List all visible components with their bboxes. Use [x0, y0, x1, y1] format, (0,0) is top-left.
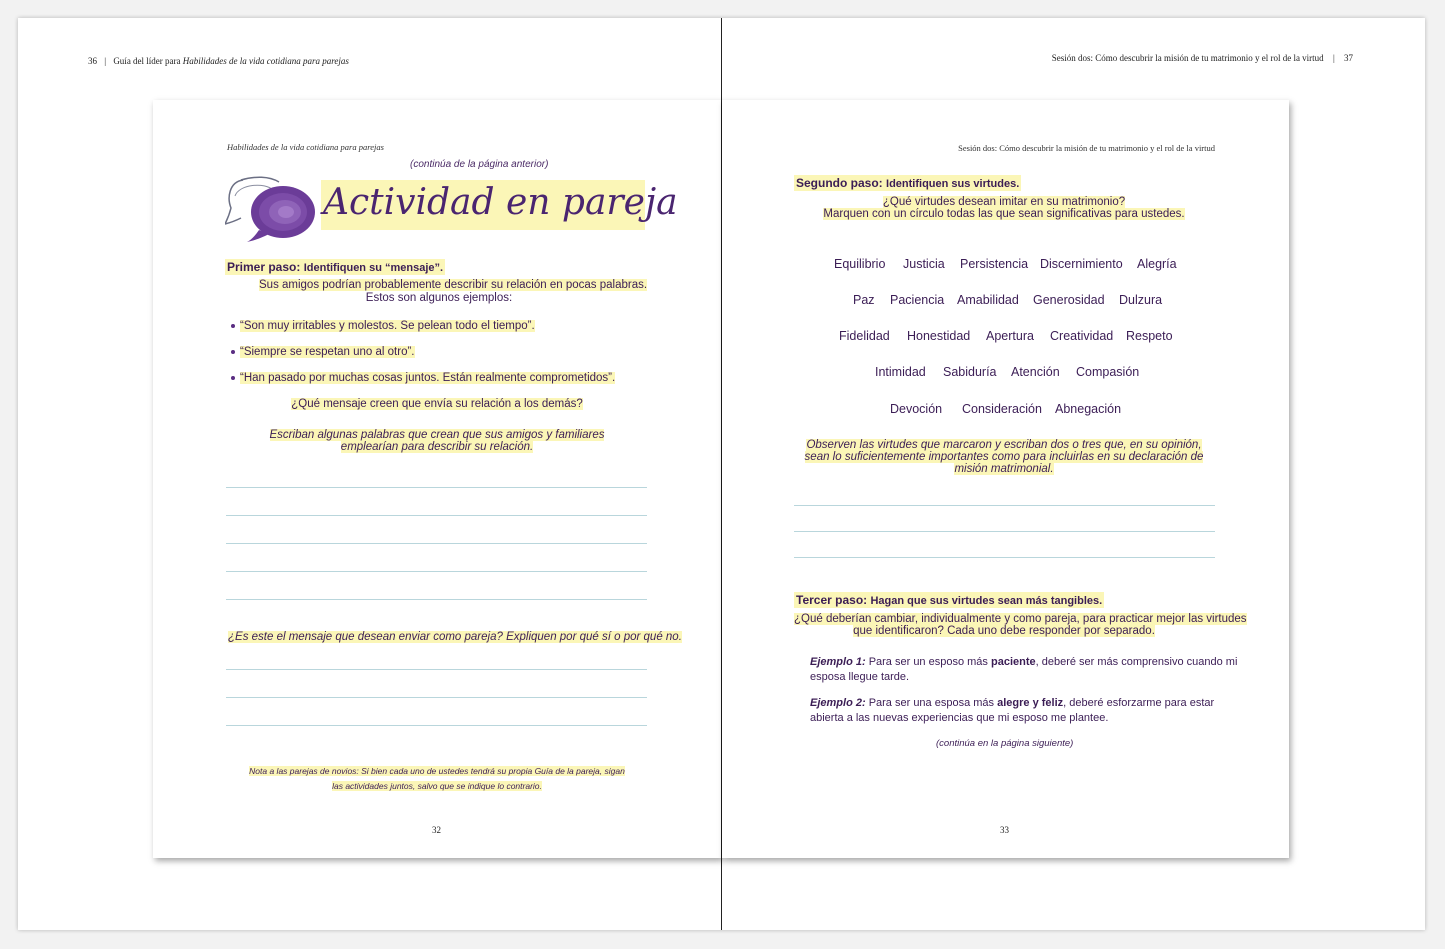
example-1-text-c: esposa llegue tarde. — [810, 671, 910, 683]
writing-line[interactable] — [226, 487, 647, 488]
bullet-dot — [231, 350, 235, 354]
observe-line-2: sean lo suficientemente importantes como para incluirlas en su declaración de — [804, 451, 1204, 463]
virtue-option[interactable]: Sabiduría — [943, 365, 997, 379]
example-2-keyword: alegre y feliz — [997, 697, 1064, 709]
virtue-option[interactable]: Persistencia — [960, 257, 1029, 271]
note-line-1: Nota a las parejas de novios: Si bien cada uno de ustedes tendrá su propia Guía de la pareja, sigan — [249, 766, 625, 776]
left-page-number: 32 — [432, 825, 441, 835]
writing-line[interactable] — [226, 515, 647, 516]
speech-bubbles-icon — [225, 174, 321, 242]
right-page-card — [722, 100, 1289, 858]
virtue-option[interactable]: Apertura — [986, 329, 1034, 343]
prompt-line-2: emplearían para describir su relación. — [340, 441, 534, 453]
right-header-page-number: 37 — [1344, 53, 1353, 63]
note-line-2: las actividades juntos, salvo que se indique lo contrario. — [332, 781, 542, 791]
left-header-title-italic: Habilidades de la vida cotidiana para parejas — [182, 56, 349, 66]
writing-line[interactable] — [226, 697, 647, 698]
right-card-running-head: Sesión dos: Cómo descubrir la misión de tu matrimonio y el rol de la virtud — [958, 143, 1215, 153]
step3-question — [794, 613, 1247, 637]
continued-next-page: (continúa en la página siguiente) — [936, 738, 1074, 749]
writing-line[interactable] — [226, 725, 647, 726]
engaged-couples-note — [228, 764, 646, 794]
virtue-option[interactable]: Fidelidad — [839, 329, 890, 343]
virtue-option[interactable]: Equilibrio — [834, 257, 886, 271]
virtue-option[interactable]: Paciencia — [890, 293, 945, 307]
left-header-page-number: 36 — [88, 56, 97, 66]
step1-heading — [225, 259, 445, 275]
example-1-label: Ejemplo 1: — [810, 656, 866, 668]
writing-line[interactable] — [794, 505, 1215, 506]
example-1-text-a: Para ser un esposo más — [868, 656, 988, 668]
example-2-text-a: Para ser una esposa más — [868, 697, 995, 709]
left-header-title-prefix: Guía del líder para — [113, 56, 181, 66]
bullet-dot — [231, 376, 235, 380]
right-header-separator: | — [1332, 53, 1335, 63]
bullet-text-2: “Siempre se respetan uno al otro”. — [240, 346, 415, 358]
example-2-text-c: abierta a las nuevas experiencias que mi esposo me plantee. — [810, 712, 1109, 724]
writing-line[interactable] — [226, 571, 647, 572]
step2-question-1: ¿Qué virtudes desean imitar en su matrimonio? — [882, 196, 1126, 208]
virtue-option[interactable]: Abnegación — [1055, 402, 1122, 416]
left-running-header — [88, 56, 349, 66]
step3-question-1: ¿Qué deberían cambiar, individualmente y como pareja, para practicar mejor las virtudes — [794, 613, 1247, 625]
intro-block — [259, 279, 648, 304]
bullet-dot — [231, 324, 235, 328]
virtue-option[interactable]: Consideración — [962, 402, 1042, 416]
writing-line[interactable] — [794, 557, 1215, 558]
left-card-running-head: Habilidades de la vida cotidiana para parejas — [227, 142, 384, 152]
step3-heading — [794, 592, 1104, 608]
observe-instructions — [794, 439, 1214, 475]
step3-label: Tercer paso: — [796, 593, 868, 607]
question-1-text: ¿Qué mensaje creen que envía su relación a los demás? — [291, 398, 583, 410]
virtue-option[interactable]: Devoción — [890, 402, 943, 416]
virtue-option[interactable]: Dulzura — [1119, 293, 1163, 307]
example-1 — [810, 655, 1237, 685]
example-2-label: Ejemplo 2: — [810, 697, 866, 709]
virtue-option[interactable]: Alegría — [1137, 257, 1177, 271]
bullet-text-3: “Han pasado por muchas cosas juntos. Están realmente comprometidos”. — [240, 372, 616, 384]
left-page-card — [153, 100, 721, 858]
activity-title: Actividad en pareja — [323, 182, 678, 223]
virtue-option[interactable]: Honestidad — [907, 329, 971, 343]
writing-line[interactable] — [226, 543, 647, 544]
virtue-option[interactable]: Justicia — [903, 257, 945, 271]
virtue-option[interactable]: Generosidad — [1033, 293, 1105, 307]
continued-from-previous: (continúa de la página anterior) — [410, 159, 549, 170]
left-header-separator: | — [104, 56, 107, 66]
example-bullet-3 — [231, 372, 615, 384]
virtue-option[interactable]: Discernimiento — [1040, 257, 1123, 271]
question-1 — [228, 398, 646, 410]
right-header-title: Sesión dos: Cómo descubrir la misión de tu matrimonio y el rol de la virtud — [1051, 53, 1324, 63]
writing-line[interactable] — [226, 669, 647, 670]
example-1-text-b: , deberé ser más comprensivo cuando mi — [1035, 656, 1238, 668]
step3-text: Hagan que sus virtudes sean más tangibles. — [870, 595, 1103, 607]
step2-questions — [794, 196, 1214, 220]
observe-line-3: misión matrimonial. — [954, 463, 1054, 475]
step2-question-2: Marquen con un círculo todas las que sean significativas para ustedes. — [823, 208, 1185, 220]
example-2 — [810, 696, 1214, 726]
writing-line[interactable] — [226, 599, 647, 600]
question-2 — [228, 631, 682, 643]
step2-heading — [794, 175, 1021, 191]
bullet-text-1: “Son muy irritables y molestos. Se pelean todo el tiempo”. — [240, 320, 535, 332]
step2-text: Identifiquen sus virtudes. — [886, 178, 1020, 190]
step1-text: Identifiquen su “mensaje”. — [303, 262, 444, 274]
example-bullet-1 — [231, 320, 535, 332]
question-2-text: ¿Es este el mensaje que desean enviar como pareja? Expliquen por qué sí o por qué no. — [228, 631, 682, 643]
intro-line-1: Sus amigos podrían probablemente describir su relación en pocas palabras. — [259, 279, 648, 291]
example-1-keyword: paciente — [990, 656, 1036, 668]
virtue-option[interactable]: Creatividad — [1050, 329, 1114, 343]
virtue-option[interactable]: Respeto — [1126, 329, 1173, 343]
step2-label: Segundo paso: — [796, 176, 883, 190]
example-bullet-2 — [231, 346, 415, 358]
step1-label: Primer paso: — [227, 260, 301, 274]
virtue-option[interactable]: Amabilidad — [957, 293, 1019, 307]
prompt-line-1: Escriban algunas palabras que crean que sus amigos y familiares — [269, 429, 605, 441]
intro-line-2: Estos son algunos ejemplos: — [365, 292, 513, 304]
virtue-option[interactable]: Atención — [1011, 365, 1060, 379]
example-2-text-b: , deberé esforzarme para estar — [1063, 697, 1215, 709]
virtue-option[interactable]: Intimidad — [875, 365, 926, 379]
virtue-option[interactable]: Compasión — [1076, 365, 1140, 379]
writing-line[interactable] — [794, 531, 1215, 532]
virtue-option[interactable]: Paz — [853, 293, 875, 307]
observe-line-1: Observen las virtudes que marcaron y escriban dos o tres que, en su opinión, — [806, 439, 1202, 451]
right-running-header — [1052, 53, 1353, 63]
prompt-block — [228, 429, 646, 453]
right-page-number: 33 — [1000, 825, 1009, 835]
step3-question-2: que identificaron? Cada uno debe responder por separado. — [853, 625, 1155, 637]
